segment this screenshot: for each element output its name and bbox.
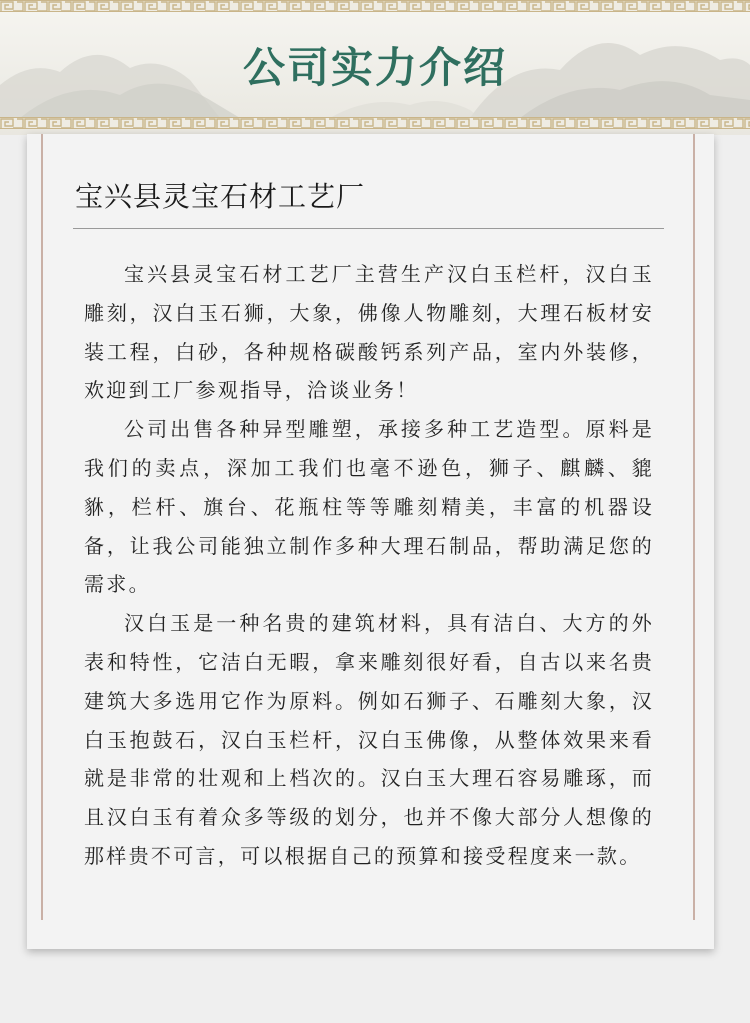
paragraph-2: 公司出售各种异型雕塑，承接多种工艺造型。原料是我们的卖点，深加工我们也毫不逊色，狮子、麒麟、貔貅，栏杆、旗台、花瓶柱等等雕刻精美，丰富的机器设备，让我公司能独立制作多种大理石制品，帮助满足您的需求。 — [84, 417, 654, 597]
bottom-meander-border — [0, 117, 750, 129]
title-divider — [73, 228, 664, 229]
left-decorative-rule — [41, 134, 43, 920]
paragraph-1: 宝兴县灵宝石材工艺厂主营生产汉白玉栏杆，汉白玉雕刻，汉白玉石狮，大象，佛像人物雕刻，大理石板材安装工程，白砂，各种规格碳酸钙系列产品，室内外装修，欢迎到工厂参观指导，洽谈业务！ — [84, 262, 654, 403]
intro-card — [27, 134, 714, 949]
header-banner — [0, 0, 750, 135]
section-title: 公司实力介绍 — [242, 43, 507, 92]
company-name: 宝兴县灵宝石材工艺厂 — [75, 180, 366, 213]
right-decorative-rule — [693, 134, 695, 920]
paragraph-3: 汉白玉是一种名贵的建筑材料，具有洁白、大方的外表和特性，它洁白无暇，拿来雕刻很好看，自古以来名贵建筑大多选用它作为原料。例如石狮子、石雕刻大象，汉白玉抱鼓石，汉白玉栏杆，汉白玉佛像，从整体效果来看就是非常的壮观和上档次的。汉白玉大理石容易雕琢，而且汉白玉有着众多等级的划分，也并不像大部分人想像的那样贵不可言，可以根据自己的预算和接受程度来一款。 — [84, 611, 654, 868]
top-meander-border — [0, 0, 750, 12]
intro-body — [84, 255, 654, 876]
